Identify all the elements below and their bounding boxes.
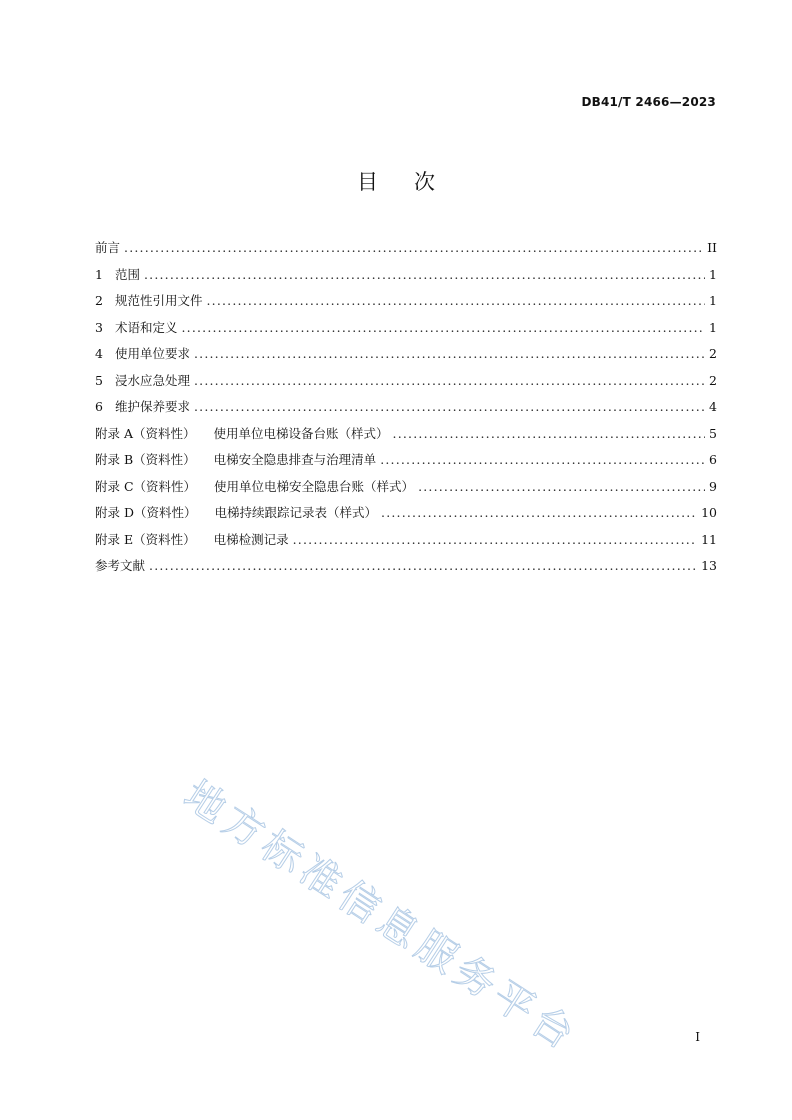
toc-entry-annex-c[interactable] [95,477,717,504]
toc-entry-label: 2 规范性引用文件 [95,293,203,308]
toc-annex-tag: 附录 E（资料性） [95,531,196,547]
toc-entry-page: 2 [709,372,717,388]
toc-entry-page: 1 [709,319,717,335]
dot-leader [124,240,703,255]
toc-entry-page: 10 [701,505,717,520]
toc-entry-annex-b[interactable] [95,450,717,477]
toc-entry-label: 1 范围 [95,266,140,282]
toc-entry-scope[interactable] [95,265,717,292]
toc-entry-page: 11 [701,531,717,547]
dot-leader [194,399,705,414]
toc-entry-annex-d[interactable] [95,503,717,530]
dot-leader [144,267,705,282]
toc-entry-terms-definitions[interactable] [95,318,717,345]
dot-leader [381,505,697,520]
toc-entry-foreword[interactable] [95,238,717,265]
toc-entry-bibliography[interactable] [95,556,717,583]
toc-entry-page: 1 [709,293,717,308]
document-code: DB41/T 2466—2023 [581,95,716,109]
toc-entry-label: 附录 E（资料性） 电梯检测记录 [95,531,289,547]
toc-entry-page: II [707,240,717,255]
toc-entry-maintenance[interactable] [95,397,717,424]
toc-entry-label: 5 浸水应急处理 [95,372,190,388]
toc-entry-number: 2 [95,293,103,308]
toc-entry-number: 1 [95,266,103,282]
toc-entry-label: 4 使用单位要求 [95,346,190,361]
toc-entry-label: 附录 B（资料性） 电梯安全隐患排查与治理清单 [95,452,377,467]
dot-leader [206,293,705,308]
toc-entry-page: 2 [709,346,717,361]
toc-entry-page: 6 [709,452,717,467]
dot-leader [181,320,705,335]
toc-entry-page: 9 [709,478,717,494]
watermark: 地方标准信息服务平台 [175,772,587,1062]
toc-annex-tag: 附录 B（资料性） [95,452,196,467]
toc-entry-label: 附录 A（资料性） 使用单位电梯设备台账（样式） [95,425,389,441]
toc-annex-tag: 附录 C（资料性） [95,478,197,494]
toc-entry-label: 前言 [95,240,121,255]
dot-leader [293,532,697,547]
dot-leader [149,558,697,573]
toc-entry-number: 4 [95,346,103,361]
dot-leader [393,426,706,441]
dot-leader [194,346,705,361]
toc-entry-annex-a[interactable] [95,424,717,451]
toc-annex-tag: 附录 A（资料性） [95,425,196,441]
toc-entry-user-requirements[interactable] [95,344,717,371]
dot-leader [380,452,705,467]
toc-entry-number: 6 [95,399,103,414]
dot-leader [194,373,705,388]
toc-entry-label: 3 术语和定义 [95,319,178,335]
toc-entry-label: 附录 D（资料性） 电梯持续跟踪记录表（样式） [95,505,378,520]
toc-entry-label: 附录 C（资料性） 使用单位电梯安全隐患台账（样式） [95,478,415,494]
toc-entry-label: 参考文献 [95,558,146,573]
toc-entry-flood-emergency[interactable] [95,371,717,398]
table-of-contents [95,238,717,583]
toc-title: 目次 [357,170,471,194]
dot-leader [418,479,705,494]
toc-entry-page: 4 [709,399,717,414]
toc-entry-page: 5 [709,425,717,441]
toc-entry-number: 5 [95,372,103,388]
toc-entry-page: 1 [709,266,717,282]
toc-entry-label: 6 维护保养要求 [95,399,190,414]
toc-entry-annex-e[interactable] [95,530,717,557]
page-number: I [695,1030,700,1044]
toc-entry-number: 3 [95,319,103,335]
toc-entry-page: 13 [701,558,717,573]
toc-entry-normative-references[interactable] [95,291,717,318]
toc-annex-tag: 附录 D（资料性） [95,505,197,520]
